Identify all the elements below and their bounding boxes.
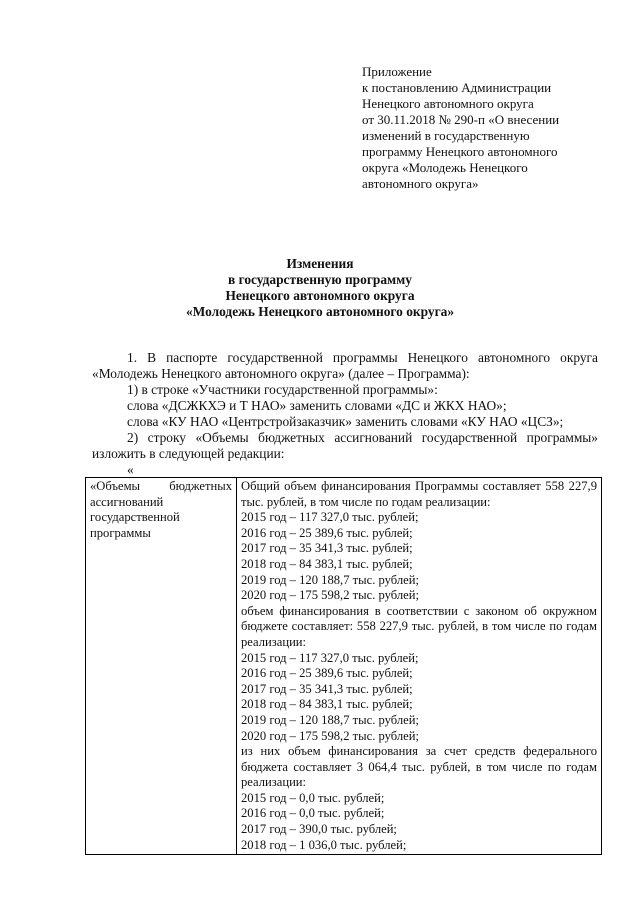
year-line: 2018 год – 84 383,1 тыс. рублей; <box>241 697 413 712</box>
appendix-line: изменений в государственную <box>362 128 530 143</box>
year-line: 2018 год – 84 383,1 тыс. рублей; <box>241 556 413 571</box>
appendix-line: Ненецкого автономного округа <box>362 96 534 111</box>
appendix-line: к постановлению Администрации <box>362 80 552 95</box>
appendix-header <box>362 64 612 192</box>
year-line: 2015 год – 117 327,0 тыс. рублей; <box>241 510 419 525</box>
appendix-line: округа «Молодежь Ненецкого <box>362 160 528 175</box>
federal-intro: из них объем финансирования за счет средств федерального бюджета составляет 3 064,4 тыс. рублей, в том числе по годам реализации: <box>241 744 597 790</box>
title-line: Изменения <box>286 256 354 271</box>
year-line: 2016 год – 25 389,6 тыс. рублей; <box>241 666 413 681</box>
appendix-line: от 30.11.2018 № 290-п «О внесении <box>362 112 560 127</box>
passport-table <box>85 477 602 855</box>
year-line: 2019 год – 120 188,7 тыс. рублей; <box>241 712 419 727</box>
opening-quote: « <box>127 462 134 477</box>
title-line: «Молодежь Ненецкого автономного округа» <box>185 304 455 319</box>
appendix-line: автономного округа» <box>362 176 479 191</box>
document-title <box>0 256 640 320</box>
table-row <box>86 478 602 855</box>
total-intro: Общий объем финансирования Программы составляет 558 227,9 тыс. рублей, в том числе по годам реализации: <box>241 479 597 509</box>
year-line: 2019 год – 120 188,7 тыс. рублей; <box>241 572 419 587</box>
row-value-cell <box>237 478 602 855</box>
document-body <box>92 350 598 462</box>
year-line: 2020 год – 175 598,2 тыс. рублей; <box>241 588 419 603</box>
paragraph: слова «ДСЖКХЭ и Т НАО» заменить словами «ДС и ЖКХ НАО»; <box>127 398 507 413</box>
paragraph: 2) строку «Объемы бюджетных ассигнований государственной программы» изложить в следующей редакции: <box>92 430 598 461</box>
paragraph: слова «КУ НАО «Центрстройзаказчик» заменить словами «КУ НАО «ЦСЗ»; <box>127 414 564 429</box>
appendix-line: Приложение <box>362 64 432 79</box>
year-line: 2017 год – 35 341,3 тыс. рублей; <box>241 681 413 696</box>
paragraph: 1. В паспорте государственной программы Ненецкого автономного округа «Молодежь Ненецкого автономного округа» (далее – Программа): <box>92 350 598 381</box>
district-intro: объем финансирования в соответствии с законом об окружном бюджете составляет: 558 227,9 тыс. рублей, в том числе по годам реализации: <box>241 603 597 649</box>
year-line: 2016 год – 0,0 тыс. рублей; <box>241 806 385 821</box>
year-line: 2015 год – 0,0 тыс. рублей; <box>241 790 385 805</box>
year-line: 2020 год – 175 598,2 тыс. рублей; <box>241 728 419 743</box>
year-line: 2016 год – 25 389,6 тыс. рублей; <box>241 525 413 540</box>
year-line: 2018 год – 1 036,0 тыс. рублей; <box>241 837 407 852</box>
year-line: 2015 год – 117 327,0 тыс. рублей; <box>241 650 419 665</box>
title-line: в государственную программу <box>228 272 412 287</box>
appendix-line: программу Ненецкого автономного <box>362 144 558 159</box>
row-label-cell: «Объемы бюджетных ассигнований государственной программы <box>86 478 237 855</box>
year-line: 2017 год – 35 341,3 тыс. рублей; <box>241 541 413 556</box>
paragraph: 1) в строке «Участники государственной программы»: <box>127 382 438 397</box>
title-line: Ненецкого автономного округа <box>225 288 415 303</box>
year-line: 2017 год – 390,0 тыс. рублей; <box>241 822 397 837</box>
